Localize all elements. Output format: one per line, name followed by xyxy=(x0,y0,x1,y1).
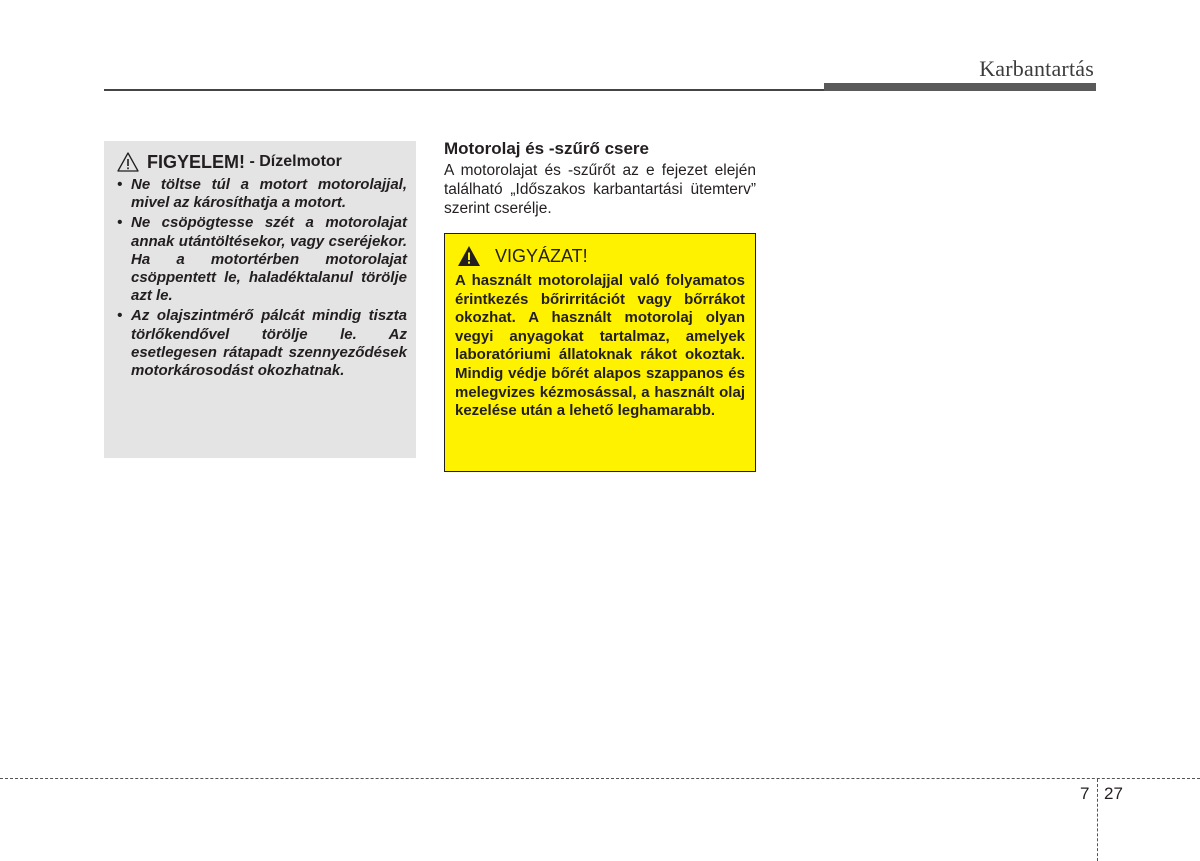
warning-list xyxy=(115,176,407,380)
caution-box-title xyxy=(455,245,745,267)
warning-box-title xyxy=(115,151,407,173)
caution-body: A használt motorolajjal való folyamatos érintkezés bőrirritációt vagy bőrrákot okozhat. A használt motorolaj olyan vegyi anyagokat tartalmaz, amelyek laboratóriumi állatoknak rákot okoztak. Mindig védje bőrét alapos szappanos és melegvizes kézmosással, a használt olaj kezelése után a lehető leghamarabb. xyxy=(455,272,745,420)
warning-triangle-outline-icon xyxy=(117,151,139,173)
warning-title-label: FIGYELEM! xyxy=(147,151,245,172)
warning-box-diesel xyxy=(104,141,416,458)
header-rule-accent xyxy=(824,83,1096,91)
page-number: 27 xyxy=(1104,784,1123,803)
page-chapter-number: 7 xyxy=(1080,784,1090,803)
warning-list-item: • Az olajszintmérő pálcát mindig tiszta törlőkendővel törölje le. Az esetlegesen rátapadt szennyeződések motorkárosodást okozhatnak. xyxy=(115,307,407,380)
header-rule xyxy=(104,89,824,91)
warning-list-item: • Ne töltse túl a motort motorolajjal, mivel az károsíthatja a motort. xyxy=(115,176,407,212)
warning-title-subject: - Dízelmotor xyxy=(245,153,342,170)
footer-page-divider xyxy=(1097,779,1098,861)
footer-divider xyxy=(0,778,1200,779)
caution-box xyxy=(444,233,756,472)
caution-title-label: VIGYÁZAT! xyxy=(495,245,588,266)
section-heading: Motorolaj és -szűrő csere xyxy=(444,139,650,158)
chapter-title: Karbantartás xyxy=(979,56,1094,81)
section-body: A motorolajat és -szűrőt az e fejezet elején található „Időszakos karbantartási ütemterv” szerint cserélje. xyxy=(444,162,756,217)
warning-triangle-filled-icon xyxy=(457,245,481,267)
warning-list-item: • Ne csöpögtesse szét a motorolajat annak utántöltésekor, vagy cseréjekor. Ha a motortérben motorolajat csöppentett le, haladéktalanul törölje azt le. xyxy=(115,214,407,305)
